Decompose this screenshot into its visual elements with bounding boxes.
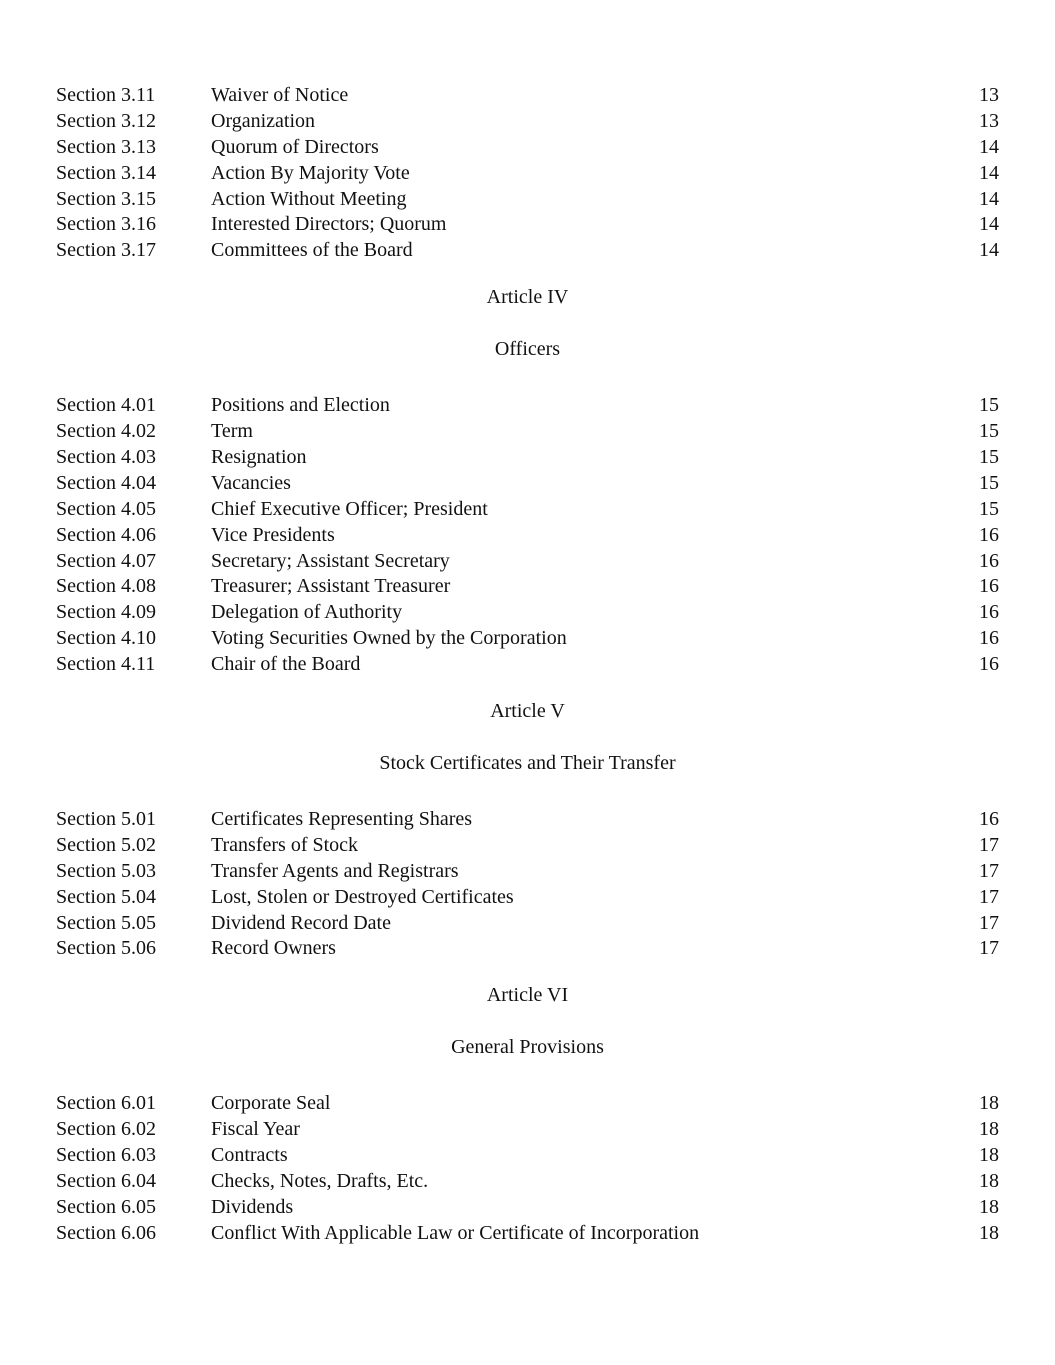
page-number: 15 <box>979 420 999 443</box>
article-heading: Article V <box>490 700 565 723</box>
page-number: 15 <box>979 471 999 494</box>
section-title: Dividend Record Date <box>211 911 391 934</box>
section-number: Section 6.03 <box>56 1144 156 1167</box>
section-number: Section 3.11 <box>56 84 156 106</box>
section-title: Organization <box>211 109 316 132</box>
toc-entry <box>0 83 1055 109</box>
toc-entry <box>0 859 1055 885</box>
section-number: Section 5.04 <box>56 885 156 908</box>
section-number: Section 4.11 <box>56 653 156 676</box>
section-title: Interested Directors; Quorum <box>211 213 447 236</box>
toc-entry <box>0 187 1055 213</box>
section-number: Section 3.14 <box>56 161 156 184</box>
article-title: Stock Certificates and Their Transfer <box>379 752 676 775</box>
section-list <box>0 807 1055 962</box>
toc-entry <box>0 1143 1055 1169</box>
toc-entry <box>0 419 1055 445</box>
page-number: 13 <box>979 84 999 106</box>
section-title: Transfers of Stock <box>211 833 359 856</box>
toc-entry <box>0 885 1055 911</box>
section-number: Section 5.05 <box>56 911 156 934</box>
toc-entry <box>0 574 1055 600</box>
page-number: 16 <box>979 575 999 598</box>
page-number: 18 <box>979 1092 999 1115</box>
article-title: Officers <box>494 338 561 361</box>
toc-entry <box>0 600 1055 626</box>
section-title: Action Without Meeting <box>211 187 407 210</box>
section-title: Vacancies <box>211 471 291 494</box>
page-number: 18 <box>979 1170 999 1193</box>
page-number: 15 <box>979 497 999 520</box>
toc-entry <box>0 1221 1055 1247</box>
toc-entry <box>0 652 1055 678</box>
toc-entry <box>0 212 1055 238</box>
page-number: 17 <box>979 833 999 856</box>
section-number: Section 3.12 <box>56 109 156 132</box>
toc-entry <box>0 936 1055 962</box>
toc-entry <box>0 523 1055 549</box>
section-number: Section 5.02 <box>56 833 156 856</box>
section-title: Term <box>211 420 253 443</box>
section-number: Section 6.01 <box>56 1092 156 1115</box>
page-number: 17 <box>979 911 999 934</box>
article-heading: Article IV <box>486 286 569 309</box>
section-title: Fiscal Year <box>211 1118 300 1141</box>
section-number: Section 3.17 <box>56 239 156 262</box>
section-number: Section 4.04 <box>56 471 156 494</box>
section-title: Positions and Election <box>211 394 390 417</box>
toc-entry <box>0 549 1055 575</box>
section-number: Section 3.15 <box>56 187 156 210</box>
page-number: 18 <box>979 1144 999 1167</box>
section-title: Resignation <box>211 446 307 469</box>
section-number: Section 5.06 <box>56 937 156 960</box>
section-number: Section 6.05 <box>56 1195 156 1218</box>
page-number: 18 <box>979 1118 999 1141</box>
section-title: Secretary; Assistant Secretary <box>211 549 450 572</box>
section-title: Treasurer; Assistant Treasurer <box>211 575 451 598</box>
section-number: Section 4.10 <box>56 627 156 650</box>
section-title: Vice Presidents <box>211 523 335 546</box>
toc-entry <box>0 833 1055 859</box>
page-number: 15 <box>979 394 999 417</box>
toc-entry <box>0 1091 1055 1117</box>
section-number: Section 4.06 <box>56 523 156 546</box>
page-number: 18 <box>979 1221 999 1244</box>
page-number: 16 <box>979 653 999 676</box>
page-number: 13 <box>979 109 999 132</box>
page-number: 14 <box>979 239 999 262</box>
section-number: Section 4.08 <box>56 575 156 598</box>
section-number: Section 4.07 <box>56 549 156 572</box>
section-title: Committees of the Board <box>211 239 413 262</box>
toc-entry <box>0 109 1055 135</box>
section-number: Section 4.05 <box>56 497 156 520</box>
page-number: 16 <box>979 627 999 650</box>
section-title: Transfer Agents and Registrars <box>211 859 459 882</box>
section-title: Delegation of Authority <box>211 601 403 624</box>
page-number: 16 <box>979 601 999 624</box>
page-number: 15 <box>979 446 999 469</box>
section-title: Conflict With Applicable Law or Certificate of Incorporation <box>211 1221 700 1244</box>
section-list <box>0 1091 1055 1246</box>
toc-entry <box>0 393 1055 419</box>
section-number: Section 4.03 <box>56 446 156 469</box>
section-number: Section 4.09 <box>56 601 156 624</box>
section-title: Quorum of Directors <box>211 135 379 158</box>
section-number: Section 4.02 <box>56 420 156 443</box>
toc-entry <box>0 807 1055 833</box>
toc-entry <box>0 1195 1055 1221</box>
toc-entry <box>0 497 1055 523</box>
page-number: 14 <box>979 135 999 158</box>
section-number: Section 3.13 <box>56 135 156 158</box>
toc-entry <box>0 471 1055 497</box>
section-number: Section 5.03 <box>56 859 156 882</box>
section-number: Section 4.01 <box>56 394 156 417</box>
section-number: Section 5.01 <box>56 808 156 831</box>
section-title: Record Owners <box>211 937 336 960</box>
section-title: Certificates Representing Shares <box>211 808 473 831</box>
section-title: Voting Securities Owned by the Corporation <box>211 627 567 650</box>
section-title: Chair of the Board <box>211 653 361 676</box>
section-title: Dividends <box>211 1195 294 1218</box>
section-title: Lost, Stolen or Destroyed Certificates <box>211 885 514 908</box>
toc-entry <box>0 445 1055 471</box>
page-number: 17 <box>979 885 999 908</box>
section-list <box>0 393 1055 678</box>
article-title: General Provisions <box>451 1036 604 1059</box>
section-title: Corporate Seal <box>211 1092 331 1115</box>
section-number: Section 6.06 <box>56 1221 156 1244</box>
page-number: 14 <box>979 187 999 210</box>
toc-entry <box>0 1169 1055 1195</box>
section-number: Section 6.04 <box>56 1170 156 1193</box>
toc-entry <box>0 135 1055 161</box>
article-heading: Article VI <box>486 984 569 1007</box>
page-number: 16 <box>979 808 999 831</box>
section-number: Section 3.16 <box>56 213 156 236</box>
page-number: 17 <box>979 937 999 960</box>
section-title: Contracts <box>211 1144 288 1167</box>
section-list <box>0 83 1055 264</box>
section-title: Waiver of Notice <box>211 84 349 106</box>
page-number: 16 <box>979 549 999 572</box>
section-title: Chief Executive Officer; President <box>211 497 488 520</box>
section-title: Action By Majority Vote <box>211 161 410 184</box>
page-number: 17 <box>979 859 999 882</box>
toc-entry <box>0 626 1055 652</box>
toc-entry <box>0 161 1055 187</box>
toc-entry <box>0 238 1055 264</box>
toc-entry <box>0 1117 1055 1143</box>
section-title: Checks, Notes, Drafts, Etc. <box>211 1170 429 1193</box>
toc-entry <box>0 911 1055 937</box>
page-number: 18 <box>979 1195 999 1218</box>
page-number: 14 <box>979 213 999 236</box>
page-number: 14 <box>979 161 999 184</box>
page-number: 16 <box>979 523 999 546</box>
section-number: Section 6.02 <box>56 1118 156 1141</box>
